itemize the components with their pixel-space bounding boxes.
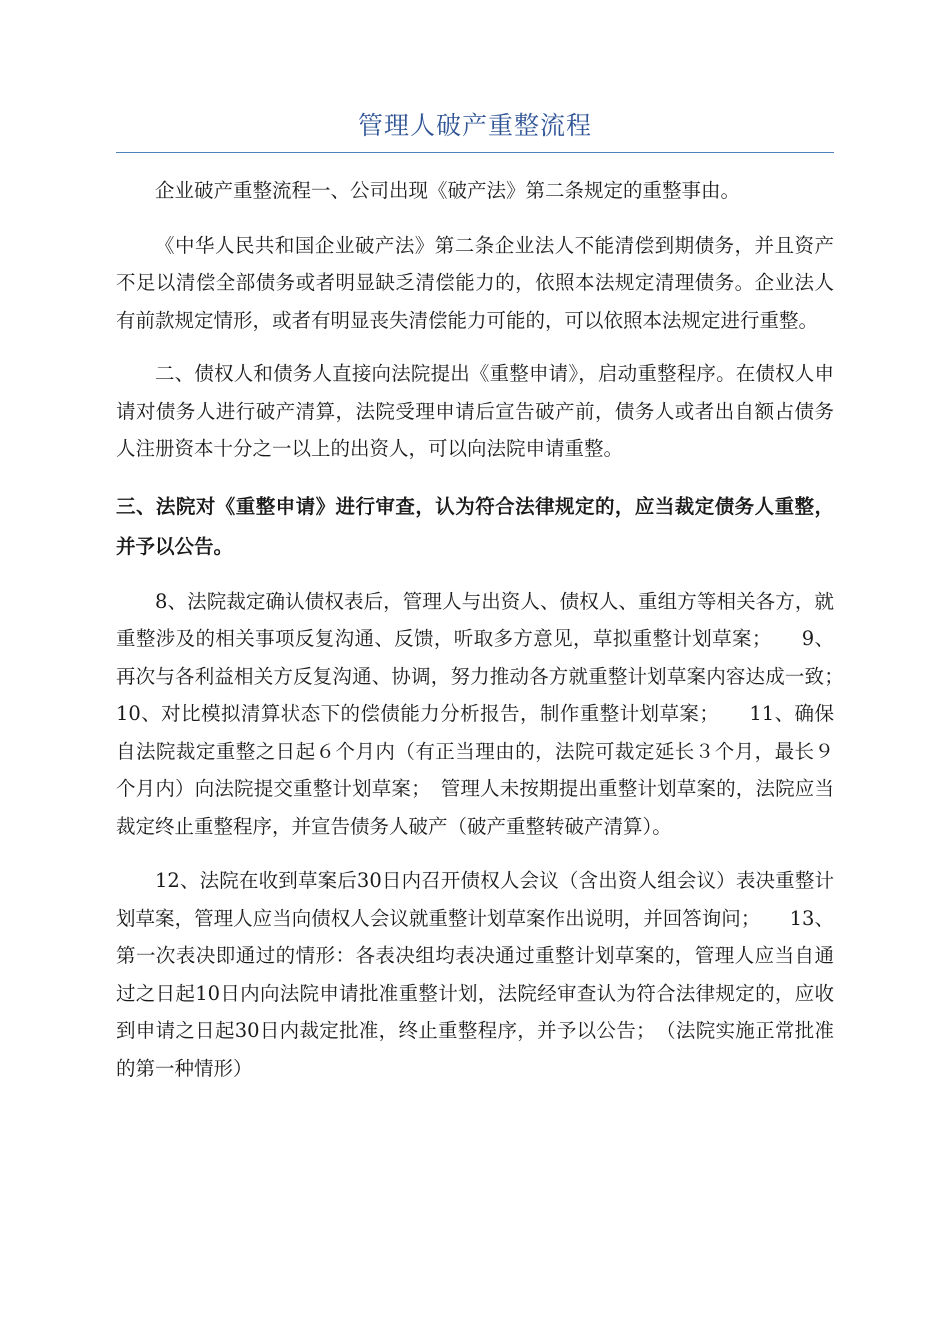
section-heading-step-three: 三、法院对《重整申请》进行审查，认为符合法律规定的，应当裁定债务人重整，并予以公告。 <box>116 494 834 558</box>
paragraph-steps-8-11: 8、法院裁定确认债权表后，管理人与出资人、债权人、重组方等相关各方，就重整涉及的相关事项反复沟通、反馈，听取多方意见，草拟重整计划草案； 9、再次与各利益相关方反复沟通、协调，努力推动各方就重整计划草案内容达成一致； 10、对比模拟清算状态下的偿债能力分析报告，制作重整计划草案； 11、确保自法院裁定重整之日起６个月内（有正当理由的，法院可裁定延长３个月，最长９个月内）向法院提交重整计划草案； 管理人未按期提出重整计划草案的，法院应当裁定终止重整程序，并宣告债务人破产（破产重整转破产清算）。 <box>116 589 874 838</box>
paragraph-step-two: 二、债权人和债务人直接向法院提出《重整申请》，启动重整程序。在债权人申请对债务人进行破产清算，法院受理申请后宣告破产前，债务人或者出自额占债务人注册资本十分之一以上的出资人，可以向法院申请重整。 <box>116 362 834 460</box>
document-title: 管理人破产重整流程 <box>116 108 834 153</box>
paragraph-intro: 企业破产重整流程一、公司出现《破产法》第二条规定的重整事由。 <box>155 179 741 202</box>
document-page <box>116 108 874 1087</box>
paragraph-steps-12-13: 12、法院在收到草案后30日内召开债权人会议（含出资人组会议）表决重整计划草案，管理人应当向债权人会议就重整计划草案作出说明，并回答询问； 13、第一次表决即通过的情形：各表决组均表决通过重整计划草案的，管理人应当自通过之日起10日内向法院申请批准重整计划，法院经审查认为符合法律规定的，应收到申请之日起30日内裁定批准，终止重整程序，并予以公告； （法院实施正常批准的第一种情形） <box>116 869 834 1080</box>
paragraph-law-article: 《中华人民共和国企业破产法》第二条企业法人不能清偿到期债务，并且资产不足以清偿全部债务或者明显缺乏清偿能力的，依照本法规定清理债务。企业法人有前款规定情形，或者有明显丧失清偿能力可能的，可以依照本法规定进行重整。 <box>116 233 834 332</box>
